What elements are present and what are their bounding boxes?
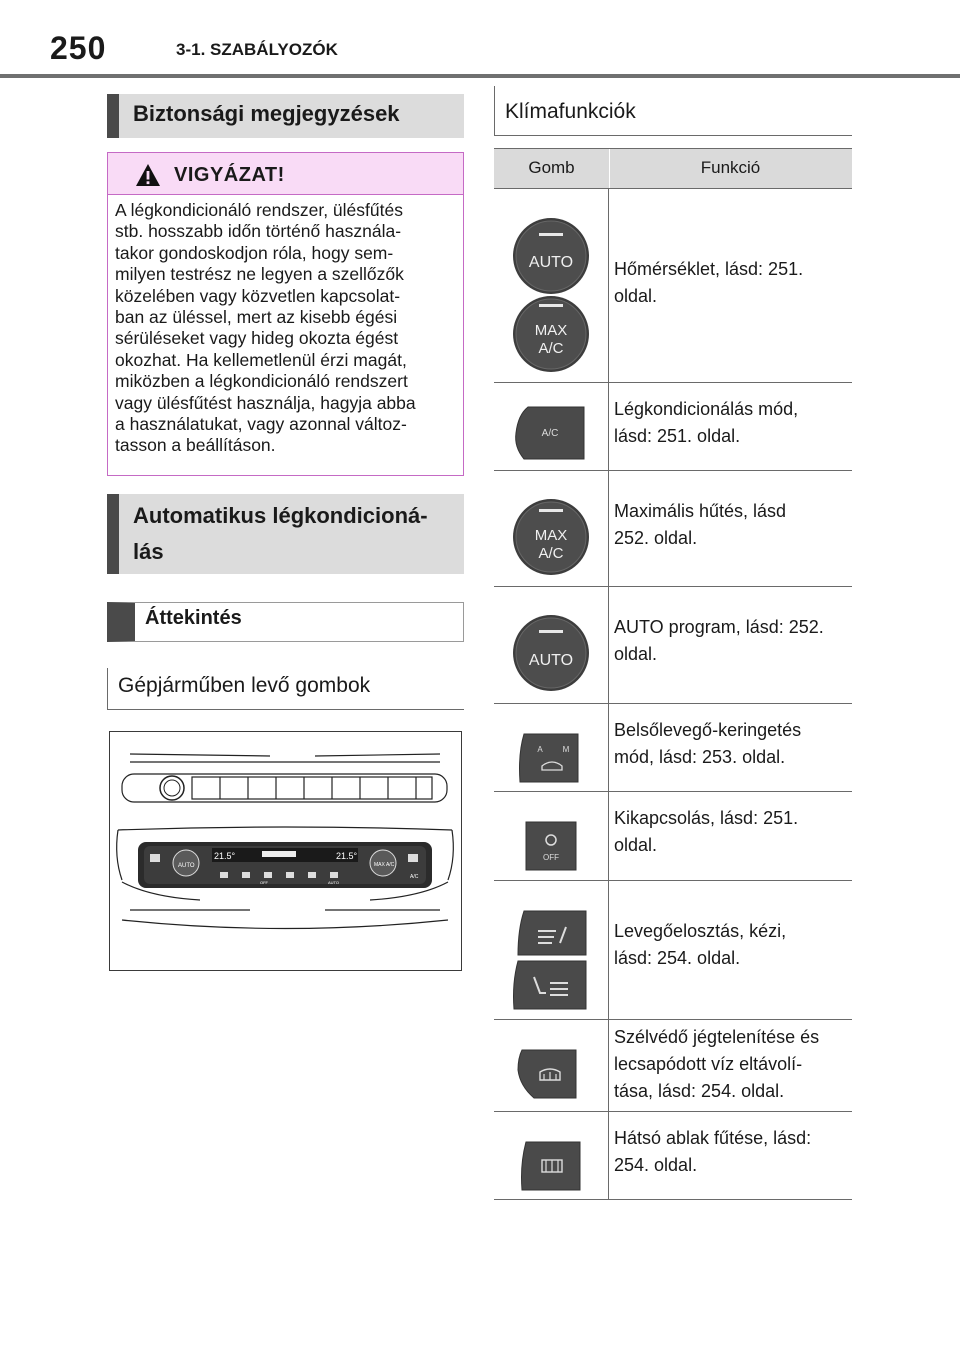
warning-line: milyen testrész ne legyen a szellőzők bbox=[115, 264, 404, 285]
off-button-icon bbox=[494, 792, 608, 880]
column-header-function: Funkció bbox=[700, 158, 761, 177]
table-row bbox=[494, 1112, 852, 1200]
description-line: AUTO program, lásd: 252. bbox=[614, 617, 824, 637]
warning-line: stb. hosszabb időn történő használa- bbox=[115, 221, 402, 242]
panel-temp-right: 21.5° bbox=[336, 851, 358, 861]
description-line: oldal. bbox=[614, 286, 658, 306]
column-header-button: Gomb bbox=[528, 158, 575, 177]
table-header-row bbox=[494, 148, 852, 189]
button-label-off: OFF bbox=[543, 853, 559, 862]
panel-temp-left: 21.5° bbox=[214, 851, 236, 861]
warning-line: sérüléseket vagy hideg okozta égést bbox=[115, 328, 399, 349]
warning-line: ban az üléssel, mert az kisebb égési bbox=[115, 307, 398, 328]
auto-button-icon bbox=[494, 587, 608, 703]
warning-line: okozhat. Ha kellemetlenül érzi magát, bbox=[115, 349, 407, 370]
overview-heading-text: Áttekintés bbox=[145, 607, 242, 629]
description-line: Légkondicionálás mód, bbox=[614, 399, 799, 419]
warning-line: miközben a légkondicionáló rendszert bbox=[115, 371, 408, 392]
button-label-m: M bbox=[562, 745, 570, 754]
page-number: 250 bbox=[50, 30, 107, 66]
column-divider bbox=[608, 792, 609, 880]
description-line: 252. oldal. bbox=[614, 528, 698, 548]
ac-heading bbox=[107, 494, 464, 574]
function-description bbox=[614, 1024, 850, 1105]
column-divider bbox=[608, 587, 609, 703]
warning-triangle-icon bbox=[135, 163, 161, 187]
column-divider bbox=[608, 881, 609, 1019]
button-label-max: MAX bbox=[534, 527, 568, 544]
ac-heading-line: lás bbox=[133, 539, 164, 564]
description-line: oldal. bbox=[614, 644, 658, 664]
warning-line: A légkondicionáló rendszer, ülésfűtés bbox=[115, 200, 403, 220]
function-description bbox=[614, 1125, 850, 1179]
button-label-max: MAX bbox=[534, 322, 568, 339]
table-row bbox=[494, 587, 852, 704]
table-row bbox=[494, 792, 852, 881]
function-description bbox=[614, 717, 850, 771]
rear-window-heating-button-icon bbox=[494, 1112, 608, 1199]
function-description bbox=[614, 614, 850, 668]
table-row bbox=[494, 189, 852, 383]
buttons-heading bbox=[107, 668, 464, 710]
description-line: tása, lásd: 254. oldal. bbox=[614, 1081, 785, 1101]
max-ac-button-icon bbox=[494, 471, 608, 586]
climate-functions-table bbox=[494, 148, 852, 1200]
ac-heading-line: Automatikus légkondicioná- bbox=[133, 503, 428, 528]
panel-max-ac: MAX A/C bbox=[374, 862, 395, 868]
description-line: mód, lásd: 253. oldal. bbox=[614, 747, 786, 767]
temperature-button-icon bbox=[494, 189, 608, 382]
warning-line: a használatukat, vagy azonnal változ- bbox=[115, 414, 407, 435]
table-title-text: Klímafunkciók bbox=[505, 100, 636, 123]
ac-button-icon bbox=[494, 383, 608, 470]
buttons-heading-text: Gépjárműben levő gombok bbox=[118, 674, 371, 697]
description-line: lecsapódott víz eltávolí- bbox=[614, 1054, 803, 1074]
warning-line: közelében vagy közvetlen kapcsolat- bbox=[115, 285, 401, 306]
description-line: Hőmérséklet, lásd: 251. bbox=[614, 259, 804, 279]
panel-auto-small: AUTO bbox=[328, 880, 340, 885]
overview-heading bbox=[107, 602, 464, 642]
column-divider bbox=[608, 471, 609, 586]
function-description bbox=[614, 918, 850, 972]
table-row bbox=[494, 471, 852, 587]
table-title bbox=[494, 86, 852, 136]
function-description bbox=[614, 396, 850, 450]
column-divider bbox=[608, 1112, 609, 1199]
safety-heading-text: Biztonsági megjegyzések bbox=[133, 101, 400, 126]
button-label-ac: A/C bbox=[538, 340, 564, 357]
table-row bbox=[494, 704, 852, 792]
button-label-ac: A/C bbox=[538, 545, 564, 562]
description-line: Maximális hűtés, lásd bbox=[614, 501, 787, 521]
air-distribution-button-icon bbox=[494, 881, 608, 1019]
table-row bbox=[494, 881, 852, 1020]
description-line: lásd: 254. oldal. bbox=[614, 948, 741, 968]
description-line: lásd: 251. oldal. bbox=[614, 426, 741, 446]
warning-line: takor gondoskodjon róla, hogy sem- bbox=[115, 242, 394, 263]
description-line: Levegőelosztás, kézi, bbox=[614, 921, 787, 941]
table-row bbox=[494, 383, 852, 471]
panel-off-small: OFF bbox=[260, 880, 268, 885]
button-label-ac: A/C bbox=[541, 428, 559, 439]
table-row bbox=[494, 1020, 852, 1112]
recirculation-button-icon bbox=[494, 704, 608, 791]
button-label-auto: AUTO bbox=[528, 652, 574, 669]
climate-panel-drawing bbox=[110, 732, 460, 969]
climate-panel-illustration bbox=[109, 731, 462, 971]
windshield-defrost-button-icon bbox=[494, 1020, 608, 1111]
function-description bbox=[614, 805, 850, 859]
warning-line: tasson a beállításon. bbox=[115, 435, 276, 456]
function-description bbox=[614, 256, 850, 310]
warning-line: vagy ülésfűtést használja, hagyja abba bbox=[115, 392, 416, 413]
header-rule bbox=[0, 74, 960, 78]
chapter-title: 3-1. SZABÁLYOZÓK bbox=[176, 40, 338, 59]
description-line: Belsőlevegő-keringetés bbox=[614, 720, 802, 740]
description-line: Szélvédő jégtelenítése és bbox=[614, 1027, 820, 1047]
column-divider bbox=[608, 704, 609, 791]
warning-header bbox=[108, 153, 463, 195]
panel-auto-left: AUTO bbox=[178, 863, 195, 869]
column-divider bbox=[608, 189, 609, 382]
column-divider bbox=[608, 1020, 609, 1111]
button-label-a: A bbox=[537, 745, 543, 754]
description-line: oldal. bbox=[614, 835, 658, 855]
function-description bbox=[614, 498, 850, 552]
panel-ac-small: A/C bbox=[410, 874, 419, 880]
description-line: 254. oldal. bbox=[614, 1155, 698, 1175]
column-divider bbox=[608, 383, 609, 470]
warning-text bbox=[115, 200, 460, 457]
warning-box bbox=[107, 152, 464, 476]
description-line: Hátsó ablak fűtése, lásd: bbox=[614, 1128, 812, 1148]
safety-heading bbox=[107, 94, 464, 138]
warning-title: VIGYÁZAT! bbox=[174, 164, 285, 186]
page-header bbox=[0, 0, 960, 80]
button-label-auto: AUTO bbox=[528, 254, 574, 271]
description-line: Kikapcsolás, lásd: 251. bbox=[614, 808, 799, 828]
